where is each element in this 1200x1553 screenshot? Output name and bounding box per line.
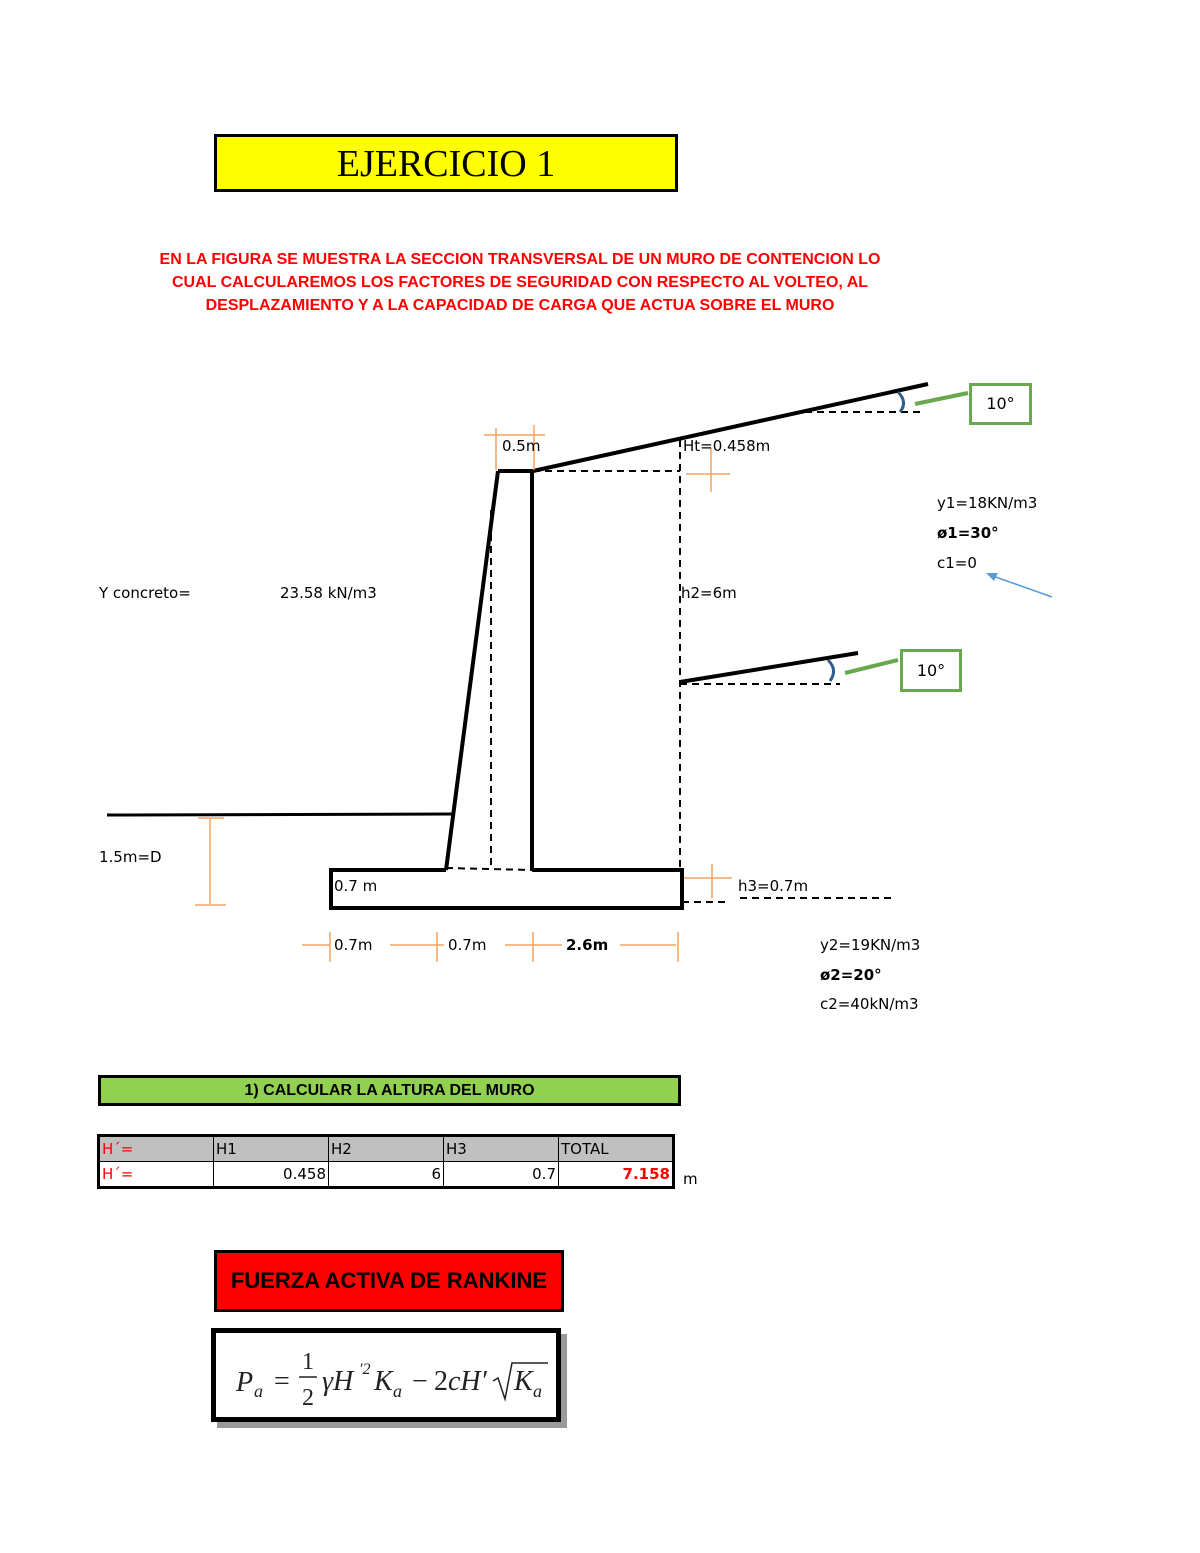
h2-label: h2=6m bbox=[681, 584, 737, 602]
gamma-concrete-value: 23.58 kN/m3 bbox=[280, 584, 377, 602]
top-width-label: 0.5m bbox=[502, 437, 541, 455]
table-header-row bbox=[99, 1136, 674, 1162]
rankine-formula-box bbox=[211, 1328, 561, 1422]
svg-text:a: a bbox=[533, 1381, 542, 1401]
angle-mid-value: 10° bbox=[916, 661, 946, 680]
angle-arc-top bbox=[898, 392, 904, 412]
dimension-marks bbox=[195, 425, 732, 962]
value-cell-h3: 0.7 bbox=[444, 1162, 559, 1188]
dim-stem-label: 0.7m bbox=[448, 936, 487, 954]
svg-text:−: − bbox=[412, 1366, 428, 1397]
header-cell: H2 bbox=[329, 1136, 444, 1162]
intro-line-1: EN LA FIGURA SE MUESTRA LA SECCION TRANSVERSAL DE UN MURO DE CONTENCION LO bbox=[159, 251, 881, 268]
soil2-c: c2=40kN/m3 bbox=[820, 995, 919, 1013]
table-row bbox=[99, 1162, 674, 1188]
base-slab bbox=[331, 870, 682, 908]
svg-text:K: K bbox=[514, 1366, 533, 1397]
header-cell: TOTAL bbox=[559, 1136, 674, 1162]
intro-line-3: DESPLAZAMIENTO Y A LA CAPACIDAD DE CARGA QUE ACTUA SOBRE EL MURO bbox=[205, 297, 835, 314]
svg-text:2: 2 bbox=[302, 1385, 314, 1411]
height-table bbox=[97, 1134, 675, 1189]
total-value-cell: 7.158 bbox=[559, 1162, 674, 1188]
header-cell: H´= bbox=[99, 1136, 214, 1162]
angle-leader-top bbox=[915, 393, 968, 404]
svg-text:1: 1 bbox=[302, 1349, 314, 1375]
dim-heel-label: 2.6m bbox=[566, 936, 609, 954]
row-label-cell: H´= bbox=[99, 1162, 214, 1188]
depth-d-label: 1.5m=D bbox=[99, 848, 162, 866]
section-heading-wall-height: 1) CALCULAR LA ALTURA DEL MURO bbox=[98, 1075, 681, 1106]
angle-box-top bbox=[969, 383, 1032, 425]
angle-arc-mid bbox=[828, 660, 834, 681]
value-cell-h1: 0.458 bbox=[214, 1162, 329, 1188]
value-cell-h2: 6 bbox=[329, 1162, 444, 1188]
svg-text:cH′: cH′ bbox=[448, 1366, 487, 1397]
gamma-concrete-label: Y concreto= bbox=[99, 584, 191, 602]
svg-text:P: P bbox=[236, 1367, 254, 1398]
svg-text:K: K bbox=[374, 1366, 393, 1397]
angle-leader-mid bbox=[845, 660, 898, 673]
rankine-formula-image bbox=[216, 1333, 556, 1417]
soil1-c: c1=0 bbox=[937, 554, 977, 572]
soil1-gamma: y1=18KN/m3 bbox=[937, 494, 1038, 512]
dim-toe-label: 0.7m bbox=[334, 936, 373, 954]
h3-label: h3=0.7m bbox=[738, 877, 809, 895]
header-cell: H1 bbox=[214, 1136, 329, 1162]
header-cell: H3 bbox=[444, 1136, 559, 1162]
soil2-gamma: y2=19KN/m3 bbox=[820, 936, 921, 954]
soil2-phi: ø2=20° bbox=[820, 966, 882, 984]
soil1-pointer-arrow bbox=[990, 575, 1052, 597]
angle-top-value: 10° bbox=[986, 394, 1015, 413]
backfill-slope-line bbox=[533, 384, 928, 471]
rankine-heading: FUERZA ACTIVA DE RANKINE bbox=[214, 1250, 564, 1312]
svg-text:a: a bbox=[393, 1381, 402, 1401]
angle-box-mid bbox=[900, 649, 962, 692]
svg-text:a: a bbox=[254, 1381, 263, 1401]
svg-text:=: = bbox=[274, 1366, 290, 1397]
ht-label: Ht=0.458m bbox=[683, 437, 771, 455]
intro-line-2: CUAL CALCULAREMOS LOS FACTORES DE SEGURIDAD CON RESPECTO AL VOLTEO, AL bbox=[171, 274, 869, 291]
svg-text:2: 2 bbox=[434, 1366, 448, 1397]
svg-text:γH: γH bbox=[322, 1366, 354, 1397]
height-unit: m bbox=[683, 1170, 698, 1188]
soil1-phi: ø1=30° bbox=[937, 524, 999, 542]
base-thickness-label: 0.7 m bbox=[334, 877, 378, 895]
exercise-title: EJERCICIO 1 bbox=[214, 134, 678, 192]
svg-text:′2: ′2 bbox=[359, 1361, 371, 1378]
stem-dashed-bottom bbox=[446, 868, 532, 870]
front-ground-line bbox=[107, 814, 452, 815]
